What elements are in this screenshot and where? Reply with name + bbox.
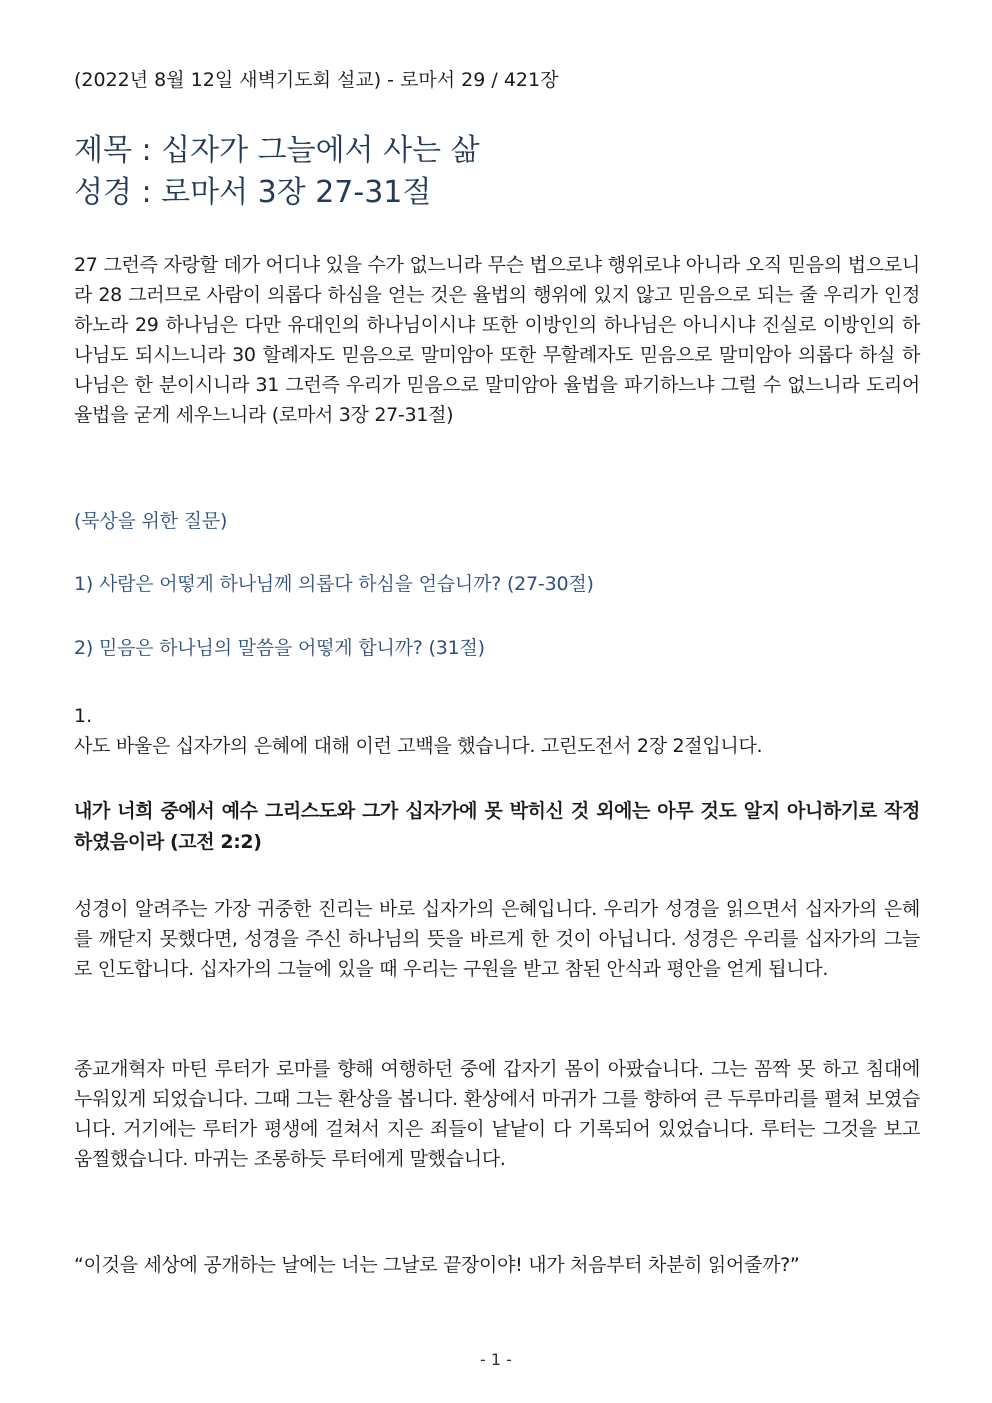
section-intro: 사도 바울은 십자가의 은혜에 대해 이런 고백을 했습니다. 고린도전서 2장 2절입니다. [74,735,763,757]
sermon-title: 제목 : 십자가 그늘에서 사는 삶 [74,133,480,168]
meditation-question-1: 1) 사람은 어떻게 하나님께 의롭다 하심을 얻습니까? (27-30절) [74,573,594,595]
meditation-question-2: 2) 믿음은 하나님의 말씀을 어떻게 합니까? (31절) [74,637,485,659]
scripture-text: 27 그런즉 자랑할 데가 어디냐 있을 수가 없느니라 무슨 법으로냐 행위로냐 아니라 오직 믿음의 법으로니라 28 그러므로 사람이 의롭다 하심을 얻는 것은 율법의 행위에 있지 않고 믿음으로 되는 줄 우리가 인정하노라 29 하나님은 다만 유대인의 하나님이시냐 또한 이방인의 하나님은 아니시냐 진실로 이방인의 하나님도 되시느니라 30 할례자도 믿음으로 말미암아 또한 무할례자도 믿음으로 말미암아 의롭다 하실 하나님은 한 분이시니라 31 그런즉 우리가 믿음으로 말미암아 율법을 파기하느냐 그럴 수 없느니라 도리어 율법을 굳게 세우느니라 (로마서 3장 27-31절) [74,254,920,426]
paragraph-1: 성경이 알려주는 가장 귀중한 진리는 바로 십자가의 은혜입니다. 우리가 성경을 읽으면서 십자가의 은혜를 깨닫지 못했다면, 성경을 주신 하나님의 뜻을 바르게 한 것이 아닙니다. 성경은 우리를 십자가의 그늘로 인도합니다. 십자가의 그늘에 있을 때 우리는 구원을 받고 참된 안식과 평안을 얻게 됩니다. [74,898,920,980]
meditation-heading: (묵상을 위한 질문) [74,510,228,532]
section-number: 1. [74,705,93,727]
sermon-meta-line: (2022년 8월 12일 새벽기도회 설교) - 로마서 29 / 421장 [74,69,559,91]
title-block [74,130,480,214]
paragraph-2: 종교개혁자 마틴 루터가 로마를 향해 여행하던 중에 갑자기 몸이 아팠습니다. 그는 꼼짝 못 하고 침대에 누워있게 되었습니다. 그때 그는 환상을 봅니다. 환상에서 마귀가 그를 향하여 큰 두루마리를 펼쳐 보였습니다. 거기에는 루터가 평생에 걸쳐서 지은 죄들이 낱낱이 다 기록되어 있었습니다. 루터는 그것을 보고 움찔했습니다. 마귀는 조롱하듯 루터에게 말했습니다. [74,1058,920,1170]
paragraph-3: “이것을 세상에 공개하는 날에는 너는 그날로 끝장이야! 내가 처음부터 차분히 읽어줄까?” [74,1254,800,1276]
bible-quote: 내가 너희 중에서 예수 그리스도와 그가 십자가에 못 박히신 것 외에는 아무 것도 알지 아니하기로 작정하였음이라 (고전 2:2) [74,800,920,853]
page-number: - 1 - [480,1350,512,1369]
scripture-reference: 성경 : 로마서 3장 27-31절 [74,175,432,210]
